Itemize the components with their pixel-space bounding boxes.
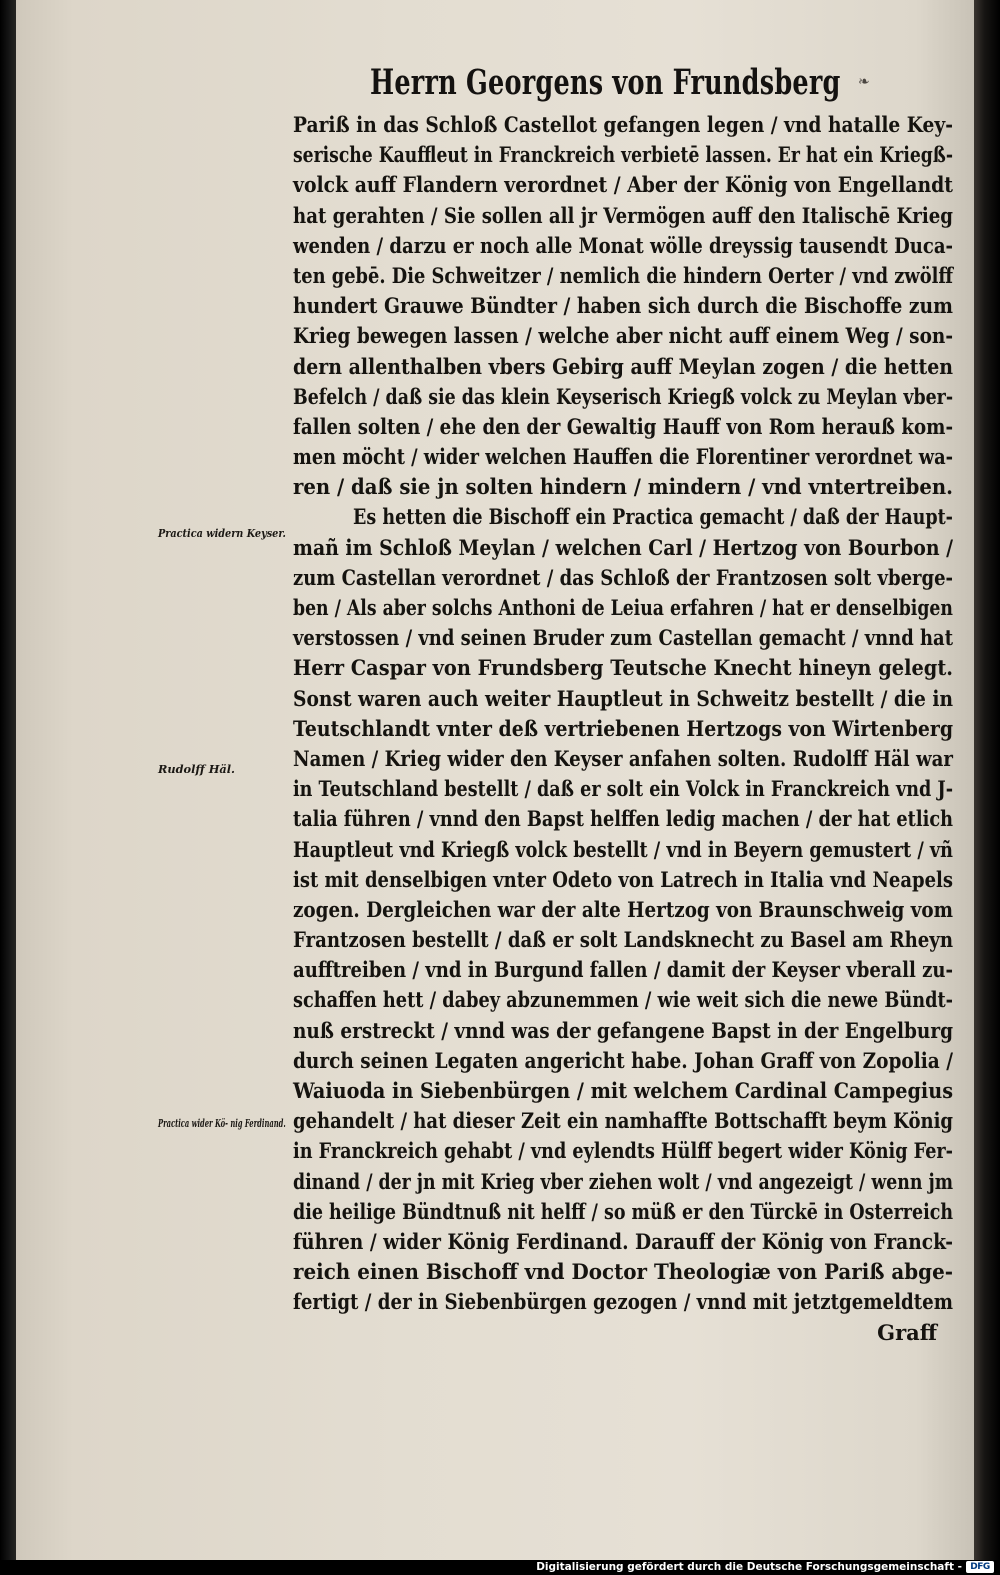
marginal-note: Rudolff Häl.	[158, 762, 236, 776]
running-head: Herrn Georgens von Frundsberg	[370, 62, 841, 103]
text-line: men möcht / wider welchen Hauffen die Florentiner verordnet wa-	[293, 444, 954, 470]
text-line: Hauptleut vnd Kriegß volck bestellt / vnd in Beyern gemustert / vñ	[293, 836, 953, 862]
text-line: ist mit denselbigen vnter Odeto von Latrech in Italia vnd Neapels	[293, 866, 953, 892]
text-line: Sonst waren auch weiter Hauptleut in Schweitz bestellt / die in	[293, 685, 954, 711]
text-line: fertigt / der in Siebenbürgen gezogen / vnnd mit jetztgemeldtem	[293, 1289, 954, 1315]
catchword: Graff	[877, 1319, 937, 1345]
marginal-note: Practica widern Keyser.	[158, 526, 286, 540]
text-line: dinand / der jn mit Krieg vber ziehen wolt / vnd angezeigt / wenn jm	[293, 1168, 954, 1194]
text-line: in Franckreich gehabt / vnd eylendts Hülff begert wider König Fer-	[293, 1138, 953, 1164]
funding-credit: Digitalisierung gefördert durch die Deutsche Forschungsgemeinschaft -	[536, 1561, 962, 1573]
text-line: Herr Caspar von Frundsberg Teutsche Knecht hineyn gelegt.	[293, 655, 954, 681]
text-line: talia führen / vnnd den Bapst helffen ledig machen / der hat etlich	[293, 806, 954, 832]
text-line: aufftreiben / vnd in Burgund fallen / damit der Keyser vberall zu-	[293, 957, 953, 983]
text-line: serische Kauffleut in Franckreich verbietē lassen. Er hat ein Kriegß-	[293, 142, 953, 168]
text-line: ren / daß sie jn solten hindern / mindern / vnd vntertreiben.	[293, 474, 953, 500]
book-binding-edge	[974, 0, 1000, 1560]
text-line: Teutschlandt vnter deß vertriebenen Hertzogs von Wirtenberg	[293, 715, 954, 741]
text-line: ten gebē. Die Schweitzer / nemlich die hindern Oerter / vnd zwölff	[293, 262, 953, 288]
text-line: zum Castellan verordnet / das Schloß der Frantzosen solt vberge-	[293, 564, 954, 590]
text-line: hat gerahten / Sie sollen all jr Vermögen auff den Italischē Krieg	[293, 202, 954, 228]
text-line: Befelch / daß sie das klein Keyserisch Kriegß volck zu Meylan vber-	[293, 383, 954, 409]
text-line: Krieg bewegen lassen / welche aber nicht auff einem Weg / son-	[293, 323, 954, 349]
text-line: dern allenthalben vbers Gebirg auff Meylan zogen / die hetten	[293, 353, 953, 379]
body-text	[293, 110, 953, 1348]
text-line: gehandelt / hat dieser Zeit ein namhaffte Bottschafft beym König	[293, 1108, 954, 1134]
text-line: volck auff Flandern verordnet / Aber der König von Engellandt	[293, 172, 954, 198]
text-line: Pariß in das Schloß Castellot gefangen legen / vnd hatalle Key-	[293, 112, 953, 137]
paragraph-first-line: Es hetten die Bischoff ein Practica gemacht / daß der Haupt-	[353, 504, 953, 530]
text-line: schaffen hett / dabey abzunemmen / wie weit sich die newe Bündt-	[293, 987, 954, 1013]
text-line: führen / wider König Ferdinand. Darauff der König von Franck-	[293, 1228, 954, 1254]
text-line: Namen / Krieg wider den Keyser anfahen solten. Rudolff Häl war	[293, 745, 953, 771]
text-line: in Teutschland bestellt / daß er solt ein Volck in Franckreich vnd J-	[293, 776, 953, 802]
marginal-note: Practica wider Kö- nig Ferdinand.	[158, 1116, 286, 1130]
dfg-logo: DFG	[966, 1561, 994, 1573]
head-ornament: ❧	[858, 74, 870, 90]
text-line: Frantzosen bestellt / daß er solt Landsknecht zu Basel am Rheyn	[293, 927, 954, 953]
text-line: ben / Als aber solchs Anthoni de Leiua erfahren / hat er denselbigen	[293, 595, 953, 620]
text-line: Waiuoda in Siebenbürgen / mit welchem Cardinal Campegius	[293, 1078, 954, 1103]
text-line: durch seinen Legaten angericht habe. Johan Graff von Zopolia /	[293, 1047, 953, 1073]
text-line: zogen. Dergleichen war der alte Hertzog von Braunschweig vom	[293, 896, 954, 922]
text-line: verstossen / vnd seinen Bruder zum Castellan gemacht / vnnd hat	[293, 625, 953, 651]
text-line: hundert Grauwe Bündter / haben sich durch die Bischoffe zum	[293, 293, 954, 319]
text-line: fallen solten / ehe den der Gewaltig Hauff von Rom herauß kom-	[293, 413, 954, 439]
text-line: wenden / darzu er noch alle Monat wölle dreyssig tausendt Duca-	[293, 232, 954, 258]
text-line: die heilige Bündtnuß nit helff / so müß er den Türckē in Osterreich	[293, 1198, 954, 1224]
text-line: reich einen Bischoff vnd Doctor Theologiæ von Pariß abge-	[293, 1259, 953, 1285]
text-line: mañ im Schloß Meylan / welchen Carl / Hertzog von Bourbon /	[293, 534, 953, 560]
text-line: nuß erstreckt / vnnd was der gefangene Bapst in der Engelburg	[293, 1017, 954, 1043]
